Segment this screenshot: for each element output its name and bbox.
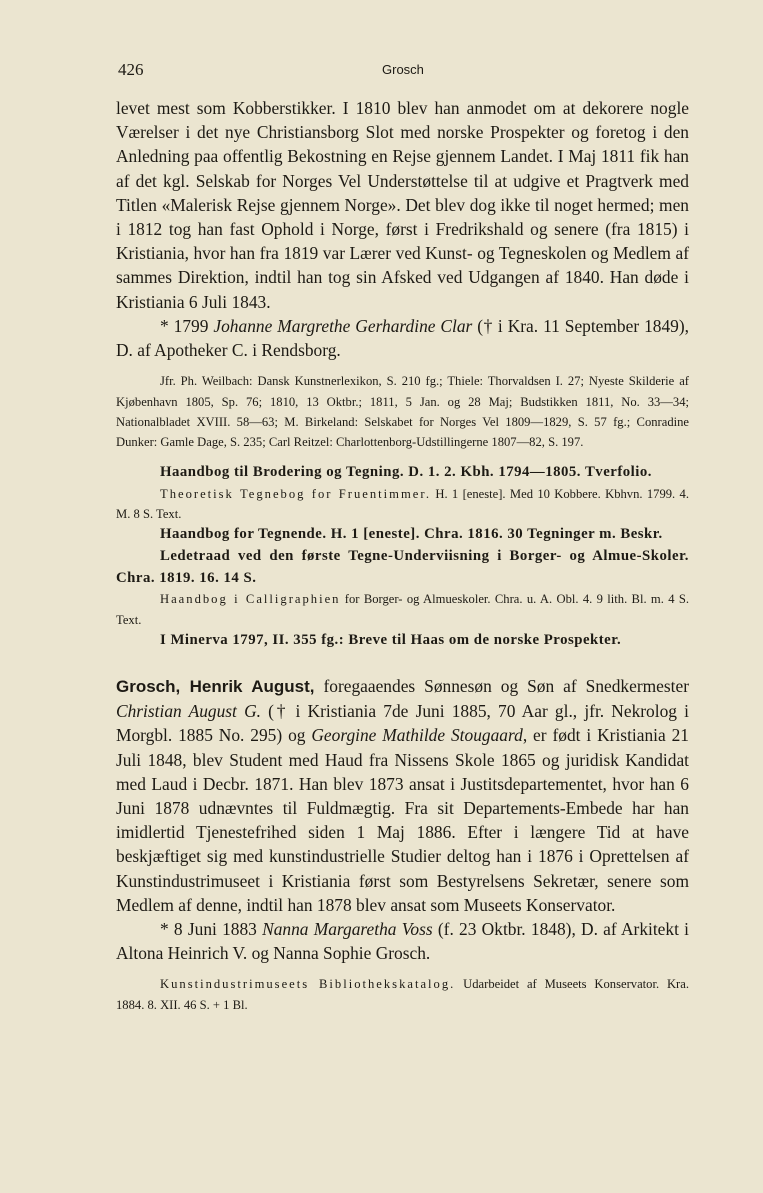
- work-title: Haandbog i Calligraphien: [160, 592, 341, 607]
- wife-name: Nanna Margaretha Voss: [262, 919, 433, 940]
- mother-name: Georgine Mathilde Stougaard: [311, 725, 523, 746]
- work-item: Ledetraad ved den første Tegne-Underviisning i Borger- og Almue-Skoler. Chra. 1819. 16. 14 S.: [116, 548, 689, 586]
- entry2-text: († i Kristiania 7de Juni 1885, 70 Aar gl., jfr. Nekrolog i Morgbl. 1885 No. 295) og: [116, 701, 689, 746]
- marriage-rest: (f. 23 Oktbr. 1848), D. af Arkitekt i Altona Heinrich V. og Nanna Sophie Grosch.: [116, 919, 689, 964]
- marriage-prefix: * 1799: [160, 315, 214, 336]
- work-item: [116, 484, 689, 525]
- catalog-details: Udarbeidet af Museets Konservator. Kra. 1884. 8. XII. 46 S. + 1 Bl.: [116, 977, 689, 1012]
- catalog-title: Kunstindustrimuseets Bibliothekskatalog.: [160, 977, 456, 992]
- entry1-paragraph: levet mest som Kobberstikker. I 1810 blev han anmodet om at dekorere nogle Værelser i det nye Christiansborg Slot med norske Prospekter og foretog i den Anledning paa offentlig Bekostning en Rejse gjennem Landet. I Maj 1811 fik han af det kgl. Selskab for Norges Vel Understøttelse til at udgive et Pragtverk med Titlen «Malerisk Rejse gjennem Norge». Det blev dog ikke til noget hermed; men i 1812 tog han fast Ophold i Norge, først i Fredrikshald og senere (fra 1815) i Kristiania, hvor han fra 1819 var Lærer ved Kunst- og Tegneskolen og Medlem af sammes Direktion, indtil han tog sin Afsked ved Udgangen af 1840. Han døde i Kristiania 6 Juli 1843.: [116, 98, 689, 312]
- work-details: for Borger- og Almueskoler. Chra. u. A. Obl. 4. 9 lith. Bl. m. 4 S. Text.: [116, 592, 689, 627]
- work-title: Theoretisk Tegnebog for Fruentimmer.: [160, 486, 432, 501]
- work-item: [116, 589, 689, 630]
- work-item: Haandbog til Brodering og Tegning. D. 1. 2. Kbh. 1794—1805. Tverfolio.: [160, 463, 652, 480]
- entry1-marriage: [116, 314, 689, 362]
- entry2-text: , er født i Kristiania 21 Juli 1848, blev Student med Haud fra Nissens Skole 1865 og juridisk Kandidat med Laud i Decbr. 1871. Han blev 1873 ansat i Justitsdepartementet, hvor han 6 Juni 1878 udnævntes til Fuldmægtig. Fra sit Departements-Embede har han imidlertid Tjenestefrihed siden 1 Maj 1886. Efter i længere Tid at have beskjæftiget sig med kunstindustrielle Studier deltog han i 1876 i Oprettelsen af Kunstindustrimuseet i Kristiania først som Bestyrelsens Sekretær, senere som Medlem af denne, indtil han 1878 blev ansat som Museets Konservator.: [116, 725, 689, 915]
- entry2-marriage: [116, 917, 689, 965]
- father-name: Christian August G.: [116, 701, 261, 722]
- work-item: I Minerva 1797, II. 355 fg.: Breve til Haas om de norske Prospekter.: [160, 632, 622, 649]
- work-details: H. 1 [eneste]. Med 10 Kobbere. Kbhvn. 1799. 4. M. 8 S. Text.: [116, 486, 689, 521]
- marriage-prefix: * 8 Juni 1883: [160, 919, 263, 940]
- entry1-references: Jfr. Ph. Weilbach: Dansk Kunstnerlexikon, S. 210 fg.; Thiele: Thorvaldsen I. 27; Nyeste Skilderie af Kjøbenhavn 1805, Sp. 76; 1810, 13 Oktbr.; 1811, 5 Jan. og 28 Maj; Budstikken 1811, No. 33—34; Nationalbladet XVIII. 58—63; M. Birkeland: Selskabet for Norges Vel 1809—1829, S. 57 fg.; Conradine Dunker: Gamle Dage, S. 235; Carl Reitzel: Charlottenborg-Udstillingerne 1807—82, S. 197.: [116, 374, 689, 450]
- entry2-text: foregaaendes Sønnesøn og Søn af Snedkermester: [314, 676, 689, 696]
- work-item: Haandbog for Tegnende. H. 1 [eneste]. Chra. 1816. 30 Tegninger m. Beskr.: [160, 526, 663, 543]
- marriage-rest: († i Kra. 11 September 1849), D. af Apotheker C. i Rendsborg.: [116, 315, 690, 361]
- page-body: [116, 96, 689, 1015]
- page-number: 426: [118, 60, 144, 79]
- running-head: Grosch: [382, 62, 424, 77]
- entry-heading: Grosch, Henrik August,: [116, 677, 315, 696]
- entry2-catalog: [116, 974, 689, 1015]
- page-header: [118, 60, 693, 84]
- spouse-name: Johanne Margrethe Gerhardine Clar: [213, 315, 473, 336]
- works-list: [116, 462, 689, 652]
- entry2-paragraph: [116, 674, 689, 917]
